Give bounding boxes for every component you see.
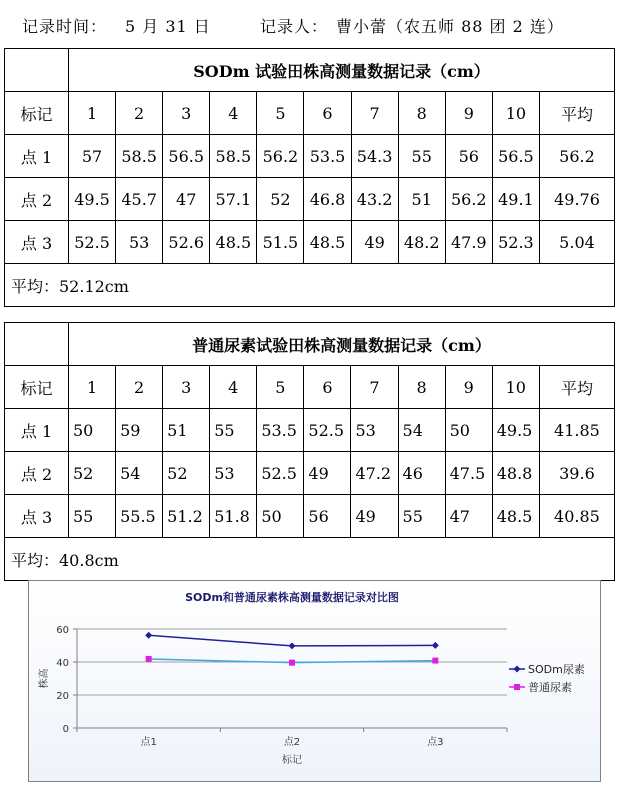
table-cell: 58.5 (210, 135, 257, 178)
table-cell: 55.5 (116, 495, 163, 538)
table-cell: 46.8 (304, 178, 351, 221)
column-header: 4 (210, 92, 257, 135)
table-cell: 54 (398, 409, 445, 452)
data-point (289, 642, 296, 649)
row-label: 点 3 (5, 495, 69, 538)
table-cell: 55 (398, 135, 445, 178)
column-header: 6 (304, 366, 351, 409)
recorder-value: 曹小蕾（农五师 88 团 2 连） (336, 17, 564, 36)
row-average: 39.6 (539, 452, 614, 495)
x-axis-label: 标记 (282, 755, 302, 766)
column-header: 标记 (5, 92, 69, 135)
table-cell: 49 (351, 221, 398, 264)
legend-label: 普通尿素 (528, 681, 572, 694)
comparison-chart (28, 580, 601, 782)
y-axis-label: 株高 (39, 668, 50, 689)
table-cell: 56.5 (492, 135, 539, 178)
record-header (22, 14, 602, 40)
table-cell: 53.5 (304, 135, 351, 178)
record-date-label: 记录时间： (22, 17, 108, 36)
table-cell: 53.5 (257, 409, 304, 452)
table-cell: 48.5 (492, 495, 539, 538)
column-header: 3 (163, 366, 210, 409)
table-cell: 52.3 (492, 221, 539, 264)
data-point (145, 632, 152, 639)
row-average: 41.85 (539, 409, 614, 452)
sodm-height-table (4, 48, 615, 307)
data-point (289, 660, 295, 666)
table-cell: 51.2 (163, 495, 210, 538)
column-header: 4 (210, 366, 257, 409)
column-header: 3 (163, 92, 210, 135)
x-tick-label: 点2 (283, 737, 301, 748)
table-cell: 55 (398, 495, 445, 538)
table-header-row (5, 92, 615, 135)
table-cell: 47 (163, 178, 210, 221)
table-cell: 52.6 (163, 221, 210, 264)
row-label: 点 3 (5, 221, 69, 264)
y-tick-label: 0 (62, 724, 69, 735)
row-label: 点 1 (5, 135, 69, 178)
column-header: 9 (445, 366, 492, 409)
table-cell: 55 (210, 409, 257, 452)
corner-cell (5, 323, 69, 366)
column-header: 8 (398, 92, 445, 135)
table-cell: 52 (69, 452, 116, 495)
table-cell: 51 (398, 178, 445, 221)
overall-average: 平均：40.8cm (5, 538, 615, 581)
table-cell: 48.5 (210, 221, 257, 264)
y-tick-label: 60 (56, 625, 69, 636)
table-cell: 57 (69, 135, 116, 178)
legend-label: SODm尿素 (528, 663, 585, 676)
column-header: 6 (304, 92, 351, 135)
table-cell: 59 (116, 409, 163, 452)
table-cell: 54.3 (351, 135, 398, 178)
table-cell: 43.2 (351, 178, 398, 221)
column-header: 9 (445, 92, 492, 135)
column-header: 10 (492, 92, 539, 135)
table-cell: 48.5 (304, 221, 351, 264)
row-average: 40.85 (539, 495, 614, 538)
table-cell: 50 (257, 495, 304, 538)
table-title: SODm 试验田株高测量数据记录（cm） (69, 49, 615, 92)
table-row (5, 178, 615, 221)
table-cell: 47 (445, 495, 492, 538)
table-title: 普通尿素试验田株高测量数据记录（cm） (69, 323, 615, 366)
record-date-value: 5 月 31 日 (125, 17, 211, 36)
table-cell: 56 (304, 495, 351, 538)
column-header: 5 (257, 366, 304, 409)
urea-height-table (4, 322, 615, 581)
row-average: 56.2 (539, 135, 614, 178)
table-cell: 52 (163, 452, 210, 495)
column-header: 2 (116, 366, 163, 409)
column-header: 标记 (5, 366, 69, 409)
row-label: 点 1 (5, 409, 69, 452)
data-point (146, 656, 152, 662)
column-header: 1 (69, 92, 116, 135)
table-cell: 56.2 (257, 135, 304, 178)
chart-title: SODm和普通尿素株高测量数据记录对比图 (185, 591, 399, 604)
table-cell: 49.5 (492, 409, 539, 452)
overall-average: 平均：52.12cm (5, 264, 615, 307)
table-cell: 52.5 (69, 221, 116, 264)
table-row (5, 221, 615, 264)
table-row (5, 452, 615, 495)
table-cell: 56 (445, 135, 492, 178)
table-header-row (5, 366, 615, 409)
table-cell: 49.1 (492, 178, 539, 221)
table-cell: 52.5 (257, 452, 304, 495)
table-cell: 49 (351, 495, 398, 538)
table-cell: 49.5 (69, 178, 116, 221)
row-average: 49.76 (539, 178, 614, 221)
column-header: 7 (351, 92, 398, 135)
table-cell: 46 (398, 452, 445, 495)
chart-canvas (29, 581, 600, 781)
corner-cell (5, 49, 69, 92)
x-tick-label: 点1 (140, 737, 157, 748)
table-cell: 56.5 (163, 135, 210, 178)
column-header: 平均 (539, 92, 614, 135)
table-cell: 49 (304, 452, 351, 495)
table-cell: 47.2 (351, 452, 398, 495)
row-label: 点 2 (5, 178, 69, 221)
column-header: 平均 (539, 366, 614, 409)
column-header: 10 (492, 366, 539, 409)
table-cell: 51 (163, 409, 210, 452)
row-label: 点 2 (5, 452, 69, 495)
table-cell: 48.2 (398, 221, 445, 264)
table-row (5, 135, 615, 178)
column-header: 1 (69, 366, 116, 409)
data-point (432, 658, 438, 664)
table-cell: 57.1 (210, 178, 257, 221)
table-cell: 55 (69, 495, 116, 538)
x-tick-label: 点3 (427, 737, 444, 748)
column-header: 5 (257, 92, 304, 135)
table-cell: 54 (116, 452, 163, 495)
table-cell: 50 (69, 409, 116, 452)
y-tick-label: 20 (56, 691, 69, 702)
table-row (5, 495, 615, 538)
table-cell: 50 (445, 409, 492, 452)
data-point (432, 642, 439, 649)
table-cell: 47.5 (445, 452, 492, 495)
y-tick-label: 40 (56, 658, 69, 669)
table-row (5, 409, 615, 452)
legend-marker (514, 666, 521, 673)
table-cell: 48.8 (492, 452, 539, 495)
table-cell: 53 (351, 409, 398, 452)
table-cell: 53 (210, 452, 257, 495)
column-header: 8 (398, 366, 445, 409)
column-header: 2 (116, 92, 163, 135)
table-cell: 52 (257, 178, 304, 221)
table-cell: 47.9 (445, 221, 492, 264)
table-cell: 52.5 (304, 409, 351, 452)
row-average: 5.04 (539, 221, 614, 264)
table-cell: 45.7 (116, 178, 163, 221)
column-header: 7 (351, 366, 398, 409)
table-cell: 51.8 (210, 495, 257, 538)
table-cell: 53 (116, 221, 163, 264)
table-cell: 56.2 (445, 178, 492, 221)
table-cell: 58.5 (116, 135, 163, 178)
table-cell: 51.5 (257, 221, 304, 264)
legend-marker (514, 684, 520, 690)
recorder-label: 记录人： (260, 17, 329, 36)
